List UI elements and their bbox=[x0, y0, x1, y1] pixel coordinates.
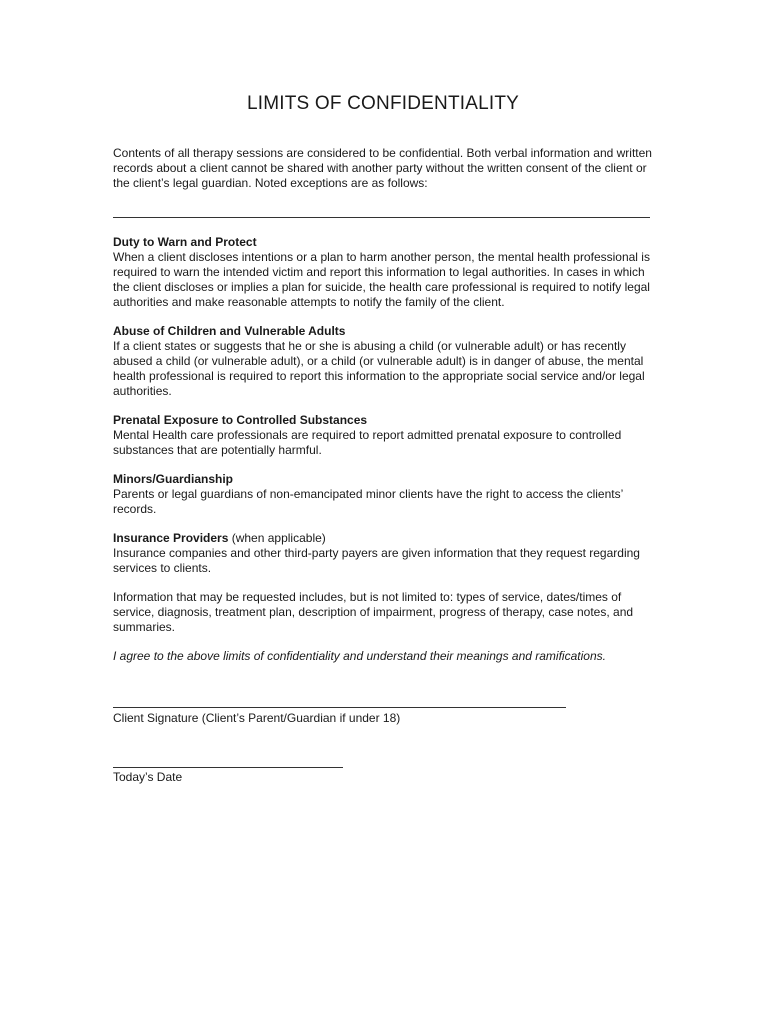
date-line[interactable] bbox=[113, 767, 343, 768]
section-body: If a client states or suggests that he or she is abusing a child (or vulnerable adult) or has recently abused a child (or vulnerable adult), or a child (or vulnerable adult) is in danger of abuse, the mental health professional is required to report this information to the appropriate social service and/or legal authorities. bbox=[113, 339, 645, 398]
info-paragraph: Information that may be requested includes, but is not limited to: types of service, dates/times of service, diagnosis, treatment plan, description of impairment, progress of therapy, case notes, and summaries. bbox=[113, 590, 634, 634]
date-label: Today’s Date bbox=[113, 770, 183, 784]
section-heading: Insurance Providers (when applicable) bbox=[113, 531, 326, 545]
section-body: When a client discloses intentions or a plan to harm another person, the mental health professional is required to warn the intended victim and report this information to legal authorities. In cases in which the client discloses or implies a plan for suicide, the health care professional is required to notify legal authorities and make reasonable attempts to notify the family of the client. bbox=[113, 250, 650, 309]
document-title: LIMITS OF CONFIDENTIALITY bbox=[246, 93, 520, 114]
section-divider bbox=[113, 217, 650, 218]
exceptions-list bbox=[113, 235, 653, 664]
section-duty-to-warn bbox=[113, 235, 653, 310]
section-heading: Abuse of Children and Vulnerable Adults bbox=[113, 324, 346, 338]
section-heading: Duty to Warn and Protect bbox=[113, 235, 257, 249]
section-prenatal-exposure bbox=[113, 413, 653, 458]
section-heading: Minors/Guardianship bbox=[113, 472, 234, 486]
section-body: Insurance companies and other third-party payers are given information that they request regarding services to clients. bbox=[113, 546, 640, 575]
section-minors-guardianship bbox=[113, 472, 653, 517]
section-insurance-providers bbox=[113, 531, 653, 576]
section-heading: Prenatal Exposure to Controlled Substances bbox=[113, 413, 368, 427]
signature-line[interactable] bbox=[113, 707, 566, 708]
agreement-statement: I agree to the above limits of confidentiality and understand their meanings and ramifications. bbox=[113, 649, 606, 663]
section-abuse bbox=[113, 324, 653, 399]
signature-label: Client Signature (Client’s Parent/Guardian if under 18) bbox=[113, 711, 401, 725]
section-body: Mental Health care professionals are required to report admitted prenatal exposure to controlled substances that are potentially harmful. bbox=[113, 428, 622, 457]
intro-paragraph: Contents of all therapy sessions are considered to be confidential. Both verbal information and written records about a client cannot be shared with another party without the written consent of the client or the client’s legal guardian. Noted exceptions are as follows: bbox=[113, 146, 652, 190]
section-body: Parents or legal guardians of non-emancipated minor clients have the right to access the clients’ records. bbox=[113, 487, 623, 516]
